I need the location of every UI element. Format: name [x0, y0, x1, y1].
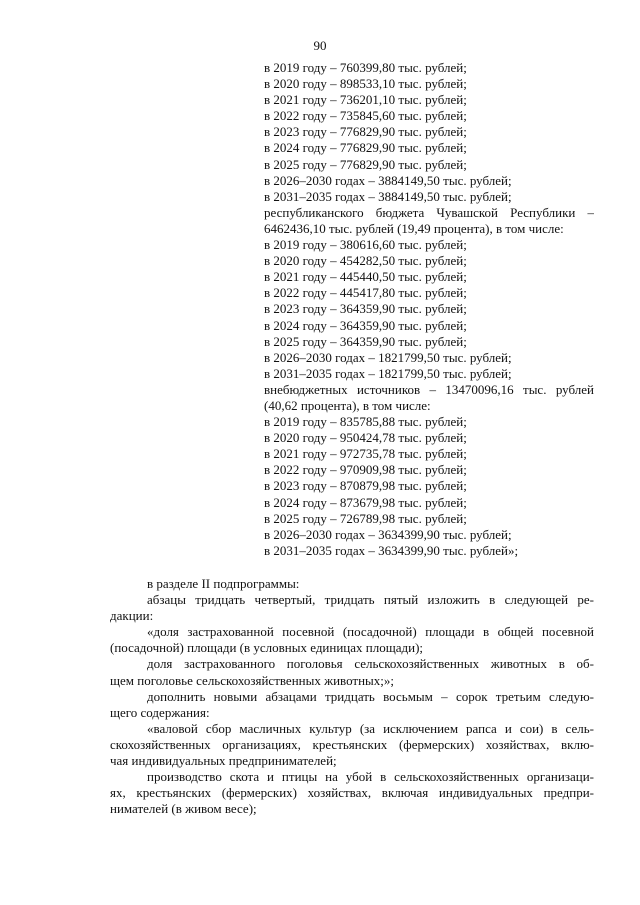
list-item: в 2031–2035 годах – 1821799,50 тыс. рублей;: [264, 365, 512, 381]
list-item: в 2019 году – 380616,60 тыс. рублей;: [264, 237, 467, 253]
list-item: в 2031–2035 годах – 3634399,90 тыс. рублей»;: [264, 542, 519, 558]
federal-year-list: [264, 60, 594, 205]
paragraph-line: щего содержания:: [110, 704, 210, 720]
list-item: в 2022 году – 445417,80 тыс. рублей;: [264, 285, 467, 301]
extrabudget-year-list: [264, 414, 594, 559]
list-item: в 2020 году – 454282,50 тыс. рублей;: [264, 253, 467, 269]
list-item: в 2022 году – 735845,60 тыс. рублей;: [264, 108, 467, 124]
paragraph-line: скохозяйственных организациях, крестьянских (фермерских) хозяйствах, вклю-: [110, 736, 594, 752]
body-text: [110, 576, 594, 817]
list-item: в 2023 году – 364359,90 тыс. рублей;: [264, 301, 467, 317]
list-item: в 2026–2030 годах – 1821799,50 тыс. рублей;: [264, 349, 512, 365]
paragraph-line: производство скота и птицы на убой в сельскохозяйственных организаци-: [147, 769, 594, 785]
list-item: в 2023 году – 776829,90 тыс. рублей;: [264, 124, 467, 140]
paragraph-line: нимателей (в живом весе);: [110, 801, 257, 817]
paragraph-line: «доля застрахованной посевной (посадочной) площади в общей посевной: [147, 624, 594, 640]
list-item: в 2020 году – 898533,10 тыс. рублей;: [264, 76, 467, 92]
paragraph-line: доля застрахованного поголовья сельскохозяйственных животных в об-: [147, 656, 594, 672]
list-item: в 2023 году – 870879,98 тыс. рублей;: [264, 478, 467, 494]
list-item: в 2025 году – 726789,98 тыс. рублей;: [264, 510, 467, 526]
paragraph-line: дакции:: [110, 608, 154, 624]
list-item: в 2021 году – 445440,50 тыс. рублей;: [264, 269, 467, 285]
paragraph-line: дополнить новыми абзацами тридцать восьмым – сорок третьим следую-: [147, 688, 594, 704]
list-item: в 2021 году – 972735,78 тыс. рублей;: [264, 446, 467, 462]
paragraph-line: (посадочной) площади (в условных единицах площади);: [110, 640, 424, 656]
paragraph-line: «валовой сбор масличных культур (за исключением рапса и сои) в сель-: [147, 720, 594, 736]
list-item: в 2025 году – 364359,90 тыс. рублей;: [264, 333, 467, 349]
funding-breakdown: [264, 60, 594, 559]
list-item: в 2019 году – 835785,88 тыс. рублей;: [264, 414, 467, 430]
list-item: в 2022 году – 970909,98 тыс. рублей;: [264, 462, 467, 478]
list-item: в 2024 году – 364359,90 тыс. рублей;: [264, 317, 467, 333]
paragraph-line: щем поголовье сельскохозяйственных животных;»;: [110, 672, 395, 688]
list-item: в 2024 году – 873679,98 тыс. рублей;: [264, 494, 467, 510]
extrabudget-total: (40,62 процента), в том числе:: [264, 397, 431, 413]
extrabudget-heading: внебюджетных источников – 13470096,16 тыс. рублей: [264, 381, 594, 397]
list-item: в 2025 году – 776829,90 тыс. рублей;: [264, 156, 467, 172]
list-item: в 2024 году – 776829,90 тыс. рублей;: [264, 140, 467, 156]
page-number: 90: [313, 38, 327, 53]
paragraph-line: ях, крестьянских (фермерских) хозяйствах, включая индивидуальных предпри-: [110, 785, 594, 801]
list-item: в 2026–2030 годах – 3634399,90 тыс. рублей;: [264, 526, 512, 542]
list-item: в 2026–2030 годах – 3884149,50 тыс. рублей;: [264, 172, 512, 188]
list-item: в 2020 году – 950424,78 тыс. рублей;: [264, 430, 467, 446]
paragraph-line: чая индивидуальных предпринимателей;: [110, 753, 337, 769]
list-item: в 2031–2035 годах – 3884149,50 тыс. рублей;: [264, 188, 512, 204]
republic-year-list: [264, 237, 594, 382]
republic-budget-total: 6462436,10 тыс. рублей (19,49 процента), в том числе:: [264, 220, 564, 236]
list-item: в 2021 году – 736201,10 тыс. рублей;: [264, 92, 467, 108]
list-item: в 2019 году – 760399,80 тыс. рублей;: [264, 60, 467, 75]
paragraph: в разделе II подпрограммы:: [147, 576, 300, 591]
paragraph-line: абзацы тридцать четвертый, тридцать пятый изложить в следующей ре-: [147, 592, 594, 608]
republic-budget-heading: республиканского бюджета Чувашской Республики –: [264, 204, 594, 220]
